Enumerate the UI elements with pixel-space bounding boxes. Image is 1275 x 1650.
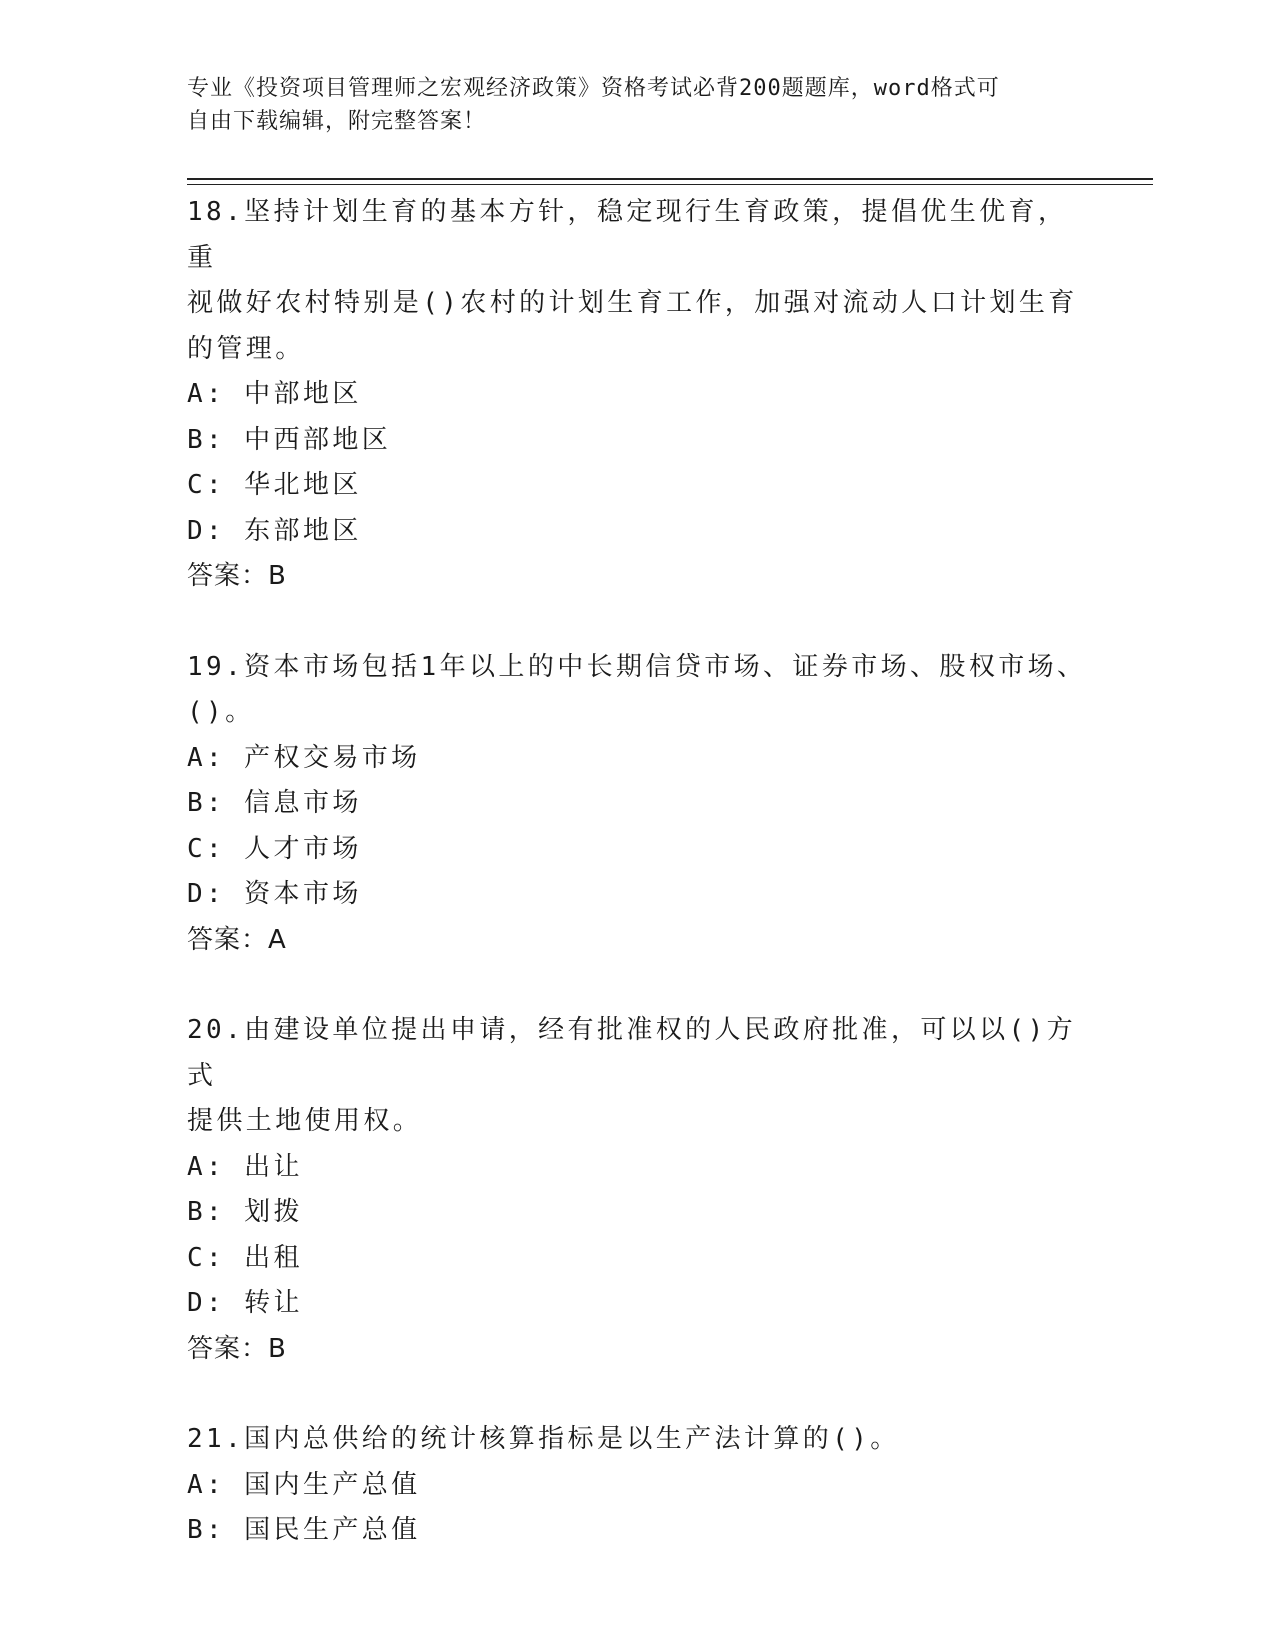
header-divider-bottom	[187, 184, 1153, 185]
answer-option: D: 东部地区	[187, 515, 362, 546]
question-block	[187, 1417, 1087, 1554]
header-line-2: 自由下载编辑，附完整答案！	[187, 109, 487, 134]
header-line-1: 专业《投资项目管理师之宏观经济政策》资格考试必背200题题库，word格式可	[187, 76, 1000, 101]
question-stem-line: 20.由建设单位提出申请，经有批准权的人民政府批准，可以以()方式	[187, 1015, 1077, 1091]
question-block	[187, 190, 1087, 600]
answer-option: D: 资本市场	[187, 879, 362, 909]
question-stem-line: 视做好农村特别是()农村的计划生育工作，加强对流动人口计划生育	[187, 288, 1078, 318]
question-stem-line: 18.坚持计划生育的基本方针，稳定现行生育政策，提倡优生优育，重	[187, 197, 1068, 273]
question-block	[187, 1008, 1087, 1372]
answer-option: A: 产权交易市场	[187, 742, 421, 773]
answer-option: B: 划拨	[187, 1197, 303, 1227]
question-list	[187, 190, 1087, 1599]
answer-key: 答案：A	[187, 924, 287, 955]
header-divider-top	[187, 178, 1153, 180]
question-stem-line: 的管理。	[187, 333, 305, 364]
document-header	[187, 72, 1067, 138]
answer-option: C: 华北地区	[187, 470, 362, 500]
answer-option: A: 国内生产总值	[187, 1469, 421, 1500]
question-stem-line: 提供土地使用权。	[187, 1106, 423, 1136]
answer-option: A: 出让	[187, 1151, 303, 1182]
answer-option: C: 人才市场	[187, 833, 362, 864]
answer-option: B: 国民生产总值	[187, 1515, 421, 1545]
question-stem-line: 21.国内总供给的统计核算指标是以生产法计算的()。	[187, 1424, 900, 1454]
question-stem-line: ()。	[187, 697, 255, 727]
answer-option: C: 出租	[187, 1242, 303, 1273]
answer-option: B: 信息市场	[187, 788, 362, 818]
question-stem-line: 19.资本市场包括1年以上的中长期信贷市场、证券市场、股权市场、	[187, 651, 1087, 682]
answer-key: 答案：B	[187, 561, 287, 591]
question-block	[187, 645, 1087, 964]
answer-key: 答案：B	[187, 1333, 287, 1364]
answer-option: D: 转让	[187, 1288, 303, 1318]
answer-option: A: 中部地区	[187, 379, 362, 409]
answer-option: B: 中西部地区	[187, 424, 392, 455]
